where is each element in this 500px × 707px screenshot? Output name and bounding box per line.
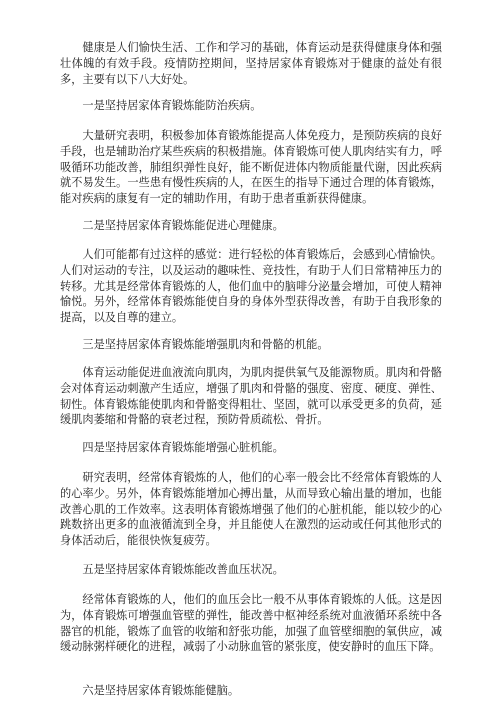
section-body-3: 体育运动能促进血液流向肌肉，为肌肉提供氧气及能源物质。肌肉和骨骼会对体育运动刺激产生适应，增强了肌肉和骨骼的强度、密度、硬度、弹性、韧性。体育锻炼能使肌肉和骨骼变得粗壮、坚固，就可以承受更多的负荷，延缓肌肉萎缩和骨骼的衰老过程，预防骨质疏松、骨折。 [60, 366, 442, 427]
section-body-1: 大量研究表明，积极参加体育锻炼能提高人体免疫力，是预防疾病的良好手段，也是辅助治疗某些疾病的积极措施。体育锻炼可使人肌肉结实有力，呼吸循环功能改善，肺组织弹性良好，能不断促进体内物质能量代谢，因此疾病就不易发生。一些患有慢性疾病的人，在医生的指导下通过合理的体育锻炼，能对疾病的康复有一定的辅助作用，有助于患者重新获得健康。 [60, 129, 442, 206]
section-heading-2: 二是坚持居家体育锻炼能促进心理健康。 [82, 219, 284, 232]
section-heading-6: 六是坚持居家体育锻炼能健脑。 [82, 684, 240, 697]
section-body-4: 研究表明，经常体育锻炼的人，他们的心率一般会比不经常体育锻炼的人的心率少。另外，体育锻炼能增加心搏出量，从而导致心输出量的增加，也能改善心肌的工作效率。这表明体育锻炼增强了他们的心脏机能，能以较少的心跳数挤出更多的血液循流到全身，并且能使人在激烈的运动或任何其他形式的身体活动后，能很快恢复疲劳。 [60, 471, 442, 548]
section-body-5: 经常体育锻炼的人，他们的血压会比一般不从事体育锻炼的人低。这是因为，体育锻炼可增强血管壁的弹性，能改善中枢神经系统对血液循环系统中各器官的机能，锻炼了血管的收缩和舒张功能，加强了血管壁细胞的氧供应，减缓动脉粥样硬化的进程，减弱了小动脉血管的紧张度，使安静时的血压下降。 [60, 593, 442, 654]
intro-paragraph: 健康是人们愉快生活、工作和学习的基础，体育运动是获得健康身体和强壮体魄的有效手段。疫情防控期间，坚持居家体育锻炼对于健康的益处有很多，主要有以下八大好处。 [60, 41, 442, 86]
section-body-2: 人们可能都有过这样的感觉：进行轻松的体育锻炼后，会感到心情愉快。人们对运动的专注，以及运动的趣味性、竞技性，有助于人们日常精神压力的转移。尤其是经常体育锻炼的人，他们血中的脑啡分泌量会增加，可使人精神愉悦。另外，经常体育锻炼能使自身的身体外型获得改善，有助于自我形象的提高，以及自尊的建立。 [60, 248, 442, 325]
section-heading-5: 五是坚持居家体育锻炼能改善血压状况。 [82, 563, 284, 576]
section-heading-1: 一是坚持居家体育锻炼能防治疾病。 [82, 99, 262, 112]
section-heading-4: 四是坚持居家体育锻炼能增强心脏机能。 [82, 441, 284, 454]
section-heading-3: 三是坚持居家体育锻炼能增强肌肉和骨骼的机能。 [82, 338, 329, 351]
